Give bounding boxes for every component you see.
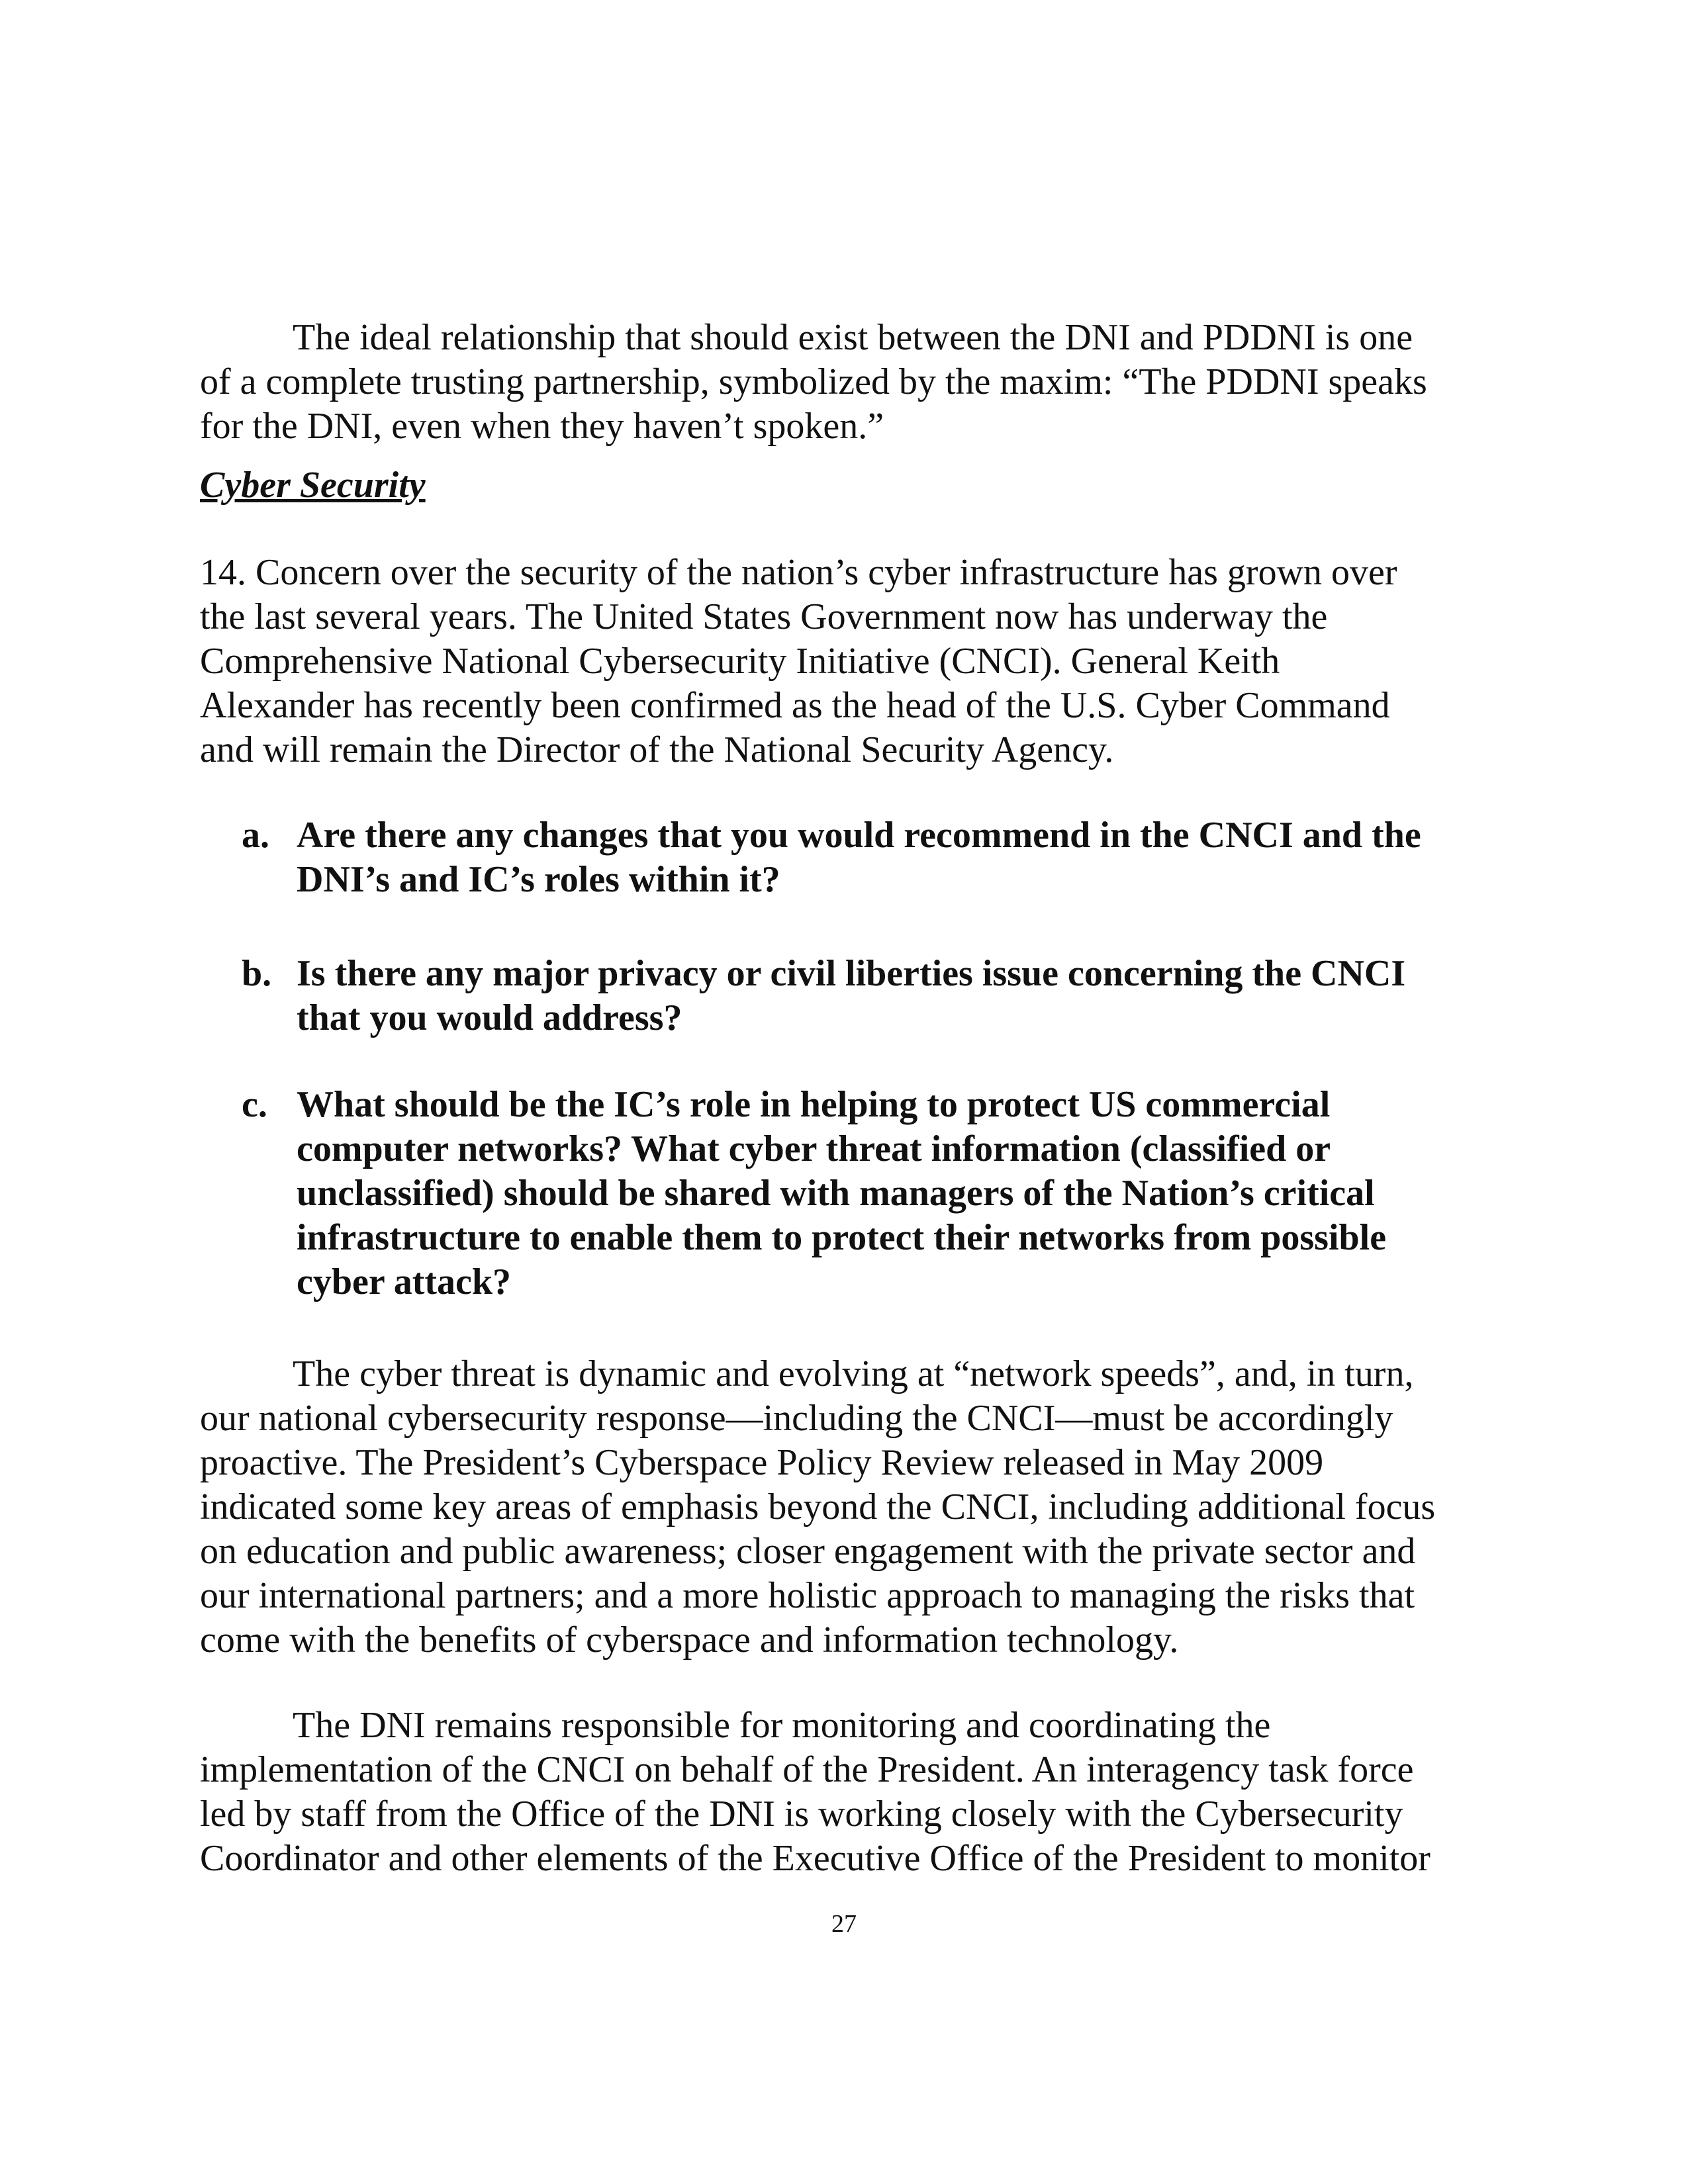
text-line: on education and public awareness; closer engagement with the private sector and bbox=[200, 1531, 1416, 1572]
question-14 bbox=[200, 551, 1524, 772]
text-line: Comprehensive National Cybersecurity Initiative (CNCI). General Keith bbox=[200, 641, 1280, 682]
text-line: The DNI remains responsible for monitoring and coordinating the bbox=[293, 1705, 1271, 1746]
text-line: our international partners; and a more holistic approach to managing the risks that bbox=[200, 1575, 1415, 1616]
section-heading: Cyber Security bbox=[200, 465, 426, 506]
text-line: DNI’s and IC’s roles within it? bbox=[297, 859, 780, 900]
page-number: 27 bbox=[831, 1910, 857, 1938]
text-line: The ideal relationship that should exist between the DNI and PDDNI is one bbox=[293, 317, 1413, 358]
text-line: infrastructure to enable them to protect their networks from possible bbox=[297, 1217, 1387, 1258]
text-line: indicated some key areas of emphasis beyond the CNCI, including additional focus bbox=[200, 1486, 1436, 1527]
text-line: of a complete trusting partnership, symbolized by the maxim: “The PDDNI speaks bbox=[200, 361, 1427, 402]
text-line: unclassified) should be shared with managers of the Nation’s critical bbox=[297, 1173, 1375, 1214]
sub-question-b bbox=[242, 952, 1499, 1040]
text-line: Alexander has recently been confirmed as the head of the U.S. Cyber Command bbox=[200, 685, 1390, 726]
list-marker: a. bbox=[242, 815, 269, 856]
list-marker: b. bbox=[242, 953, 272, 994]
text-line: computer networks? What cyber threat information (classified or bbox=[297, 1128, 1331, 1169]
text-line: 14. Concern over the security of the nation’s cyber infrastructure has grown over bbox=[200, 552, 1397, 593]
text-line: What should be the IC’s role in helping to protect US commercial bbox=[297, 1084, 1331, 1125]
text-line: and will remain the Director of the National Security Agency. bbox=[200, 729, 1114, 770]
text-line: the last several years. The United States Government now has underway the bbox=[200, 596, 1328, 637]
answer-paragraph-1 bbox=[200, 1352, 1524, 1662]
answer-paragraph-2 bbox=[200, 1704, 1524, 1881]
text-line: come with the benefits of cyberspace and information technology. bbox=[200, 1619, 1179, 1661]
text-line: implementation of the CNCI on behalf of the President. An interagency task force bbox=[200, 1749, 1414, 1790]
sub-question-a bbox=[242, 813, 1499, 902]
text-line: our national cybersecurity response—including the CNCI—must be accordingly bbox=[200, 1398, 1393, 1439]
text-line: that you would address? bbox=[297, 997, 682, 1038]
intro-paragraph bbox=[200, 316, 1524, 449]
text-line: Are there any changes that you would recommend in the CNCI and the bbox=[297, 815, 1421, 856]
text-line: Coordinator and other elements of the Executive Office of the President to monitor bbox=[200, 1838, 1430, 1879]
text-line: cyber attack? bbox=[297, 1261, 511, 1302]
text-line: for the DNI, even when they haven’t spoken.” bbox=[200, 406, 884, 447]
sub-question-c bbox=[242, 1083, 1499, 1304]
text-line: led by staff from the Office of the DNI is working closely with the Cybersecurity bbox=[200, 1794, 1403, 1835]
text-line: Is there any major privacy or civil liberties issue concerning the CNCI bbox=[297, 953, 1406, 994]
list-marker: c. bbox=[242, 1084, 267, 1125]
text-line: The cyber threat is dynamic and evolving at “network speeds”, and, in turn, bbox=[293, 1353, 1414, 1394]
text-line: proactive. The President’s Cyberspace Policy Review released in May 2009 bbox=[200, 1442, 1324, 1483]
section-heading-block bbox=[200, 463, 1524, 508]
